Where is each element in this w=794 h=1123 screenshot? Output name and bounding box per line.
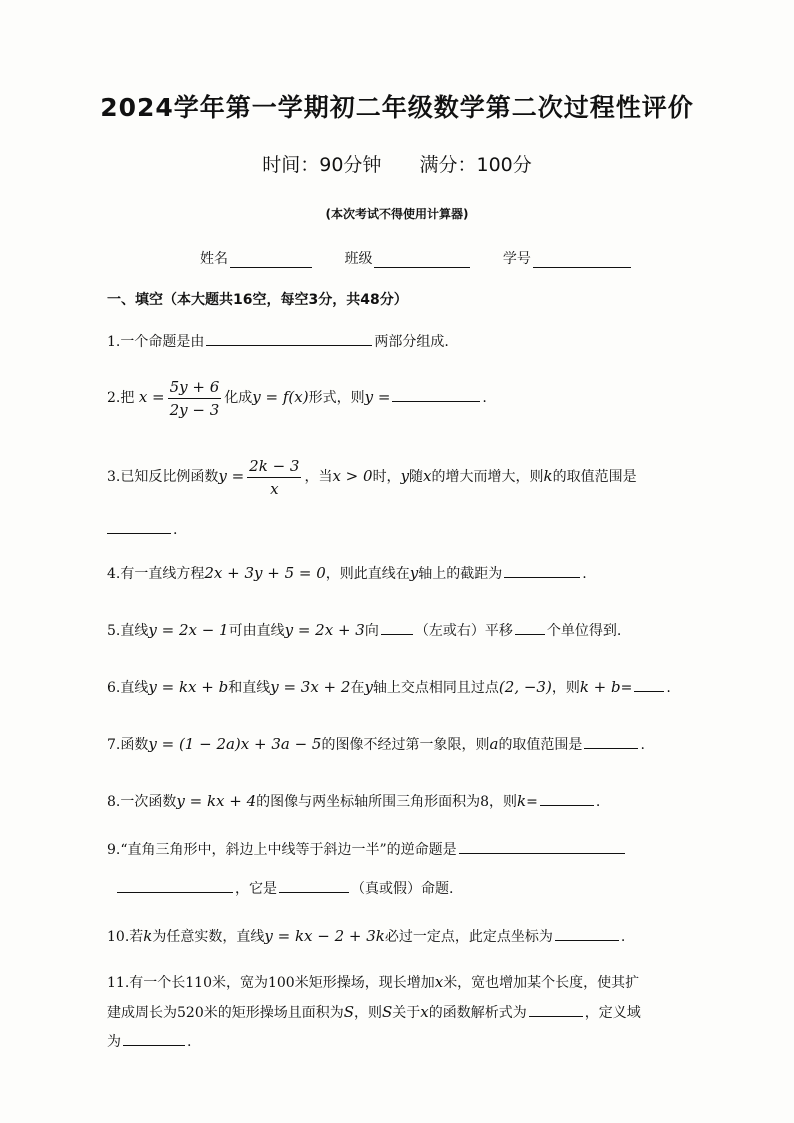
q7-function: y = (1 − 2a)x + 3a − 5	[148, 735, 322, 753]
id-blank[interactable]	[533, 253, 631, 268]
q2-text-mid: 化成	[224, 390, 253, 406]
q5-units-blank[interactable]	[515, 619, 545, 635]
q9-text-end: （真或假）命题.	[351, 881, 454, 897]
name-label: 姓名	[200, 251, 228, 267]
q6-equals: =	[620, 680, 633, 696]
q6-text-mid: 和直线	[228, 680, 271, 696]
q3-var-x: x	[423, 467, 432, 485]
q6-text: 6.直线	[107, 680, 149, 696]
q10-text: 10.若	[107, 929, 144, 945]
q5-text-end: 个单位得到.	[546, 623, 622, 639]
q2-y: y =	[364, 388, 391, 406]
q6-sum: k + b	[579, 678, 621, 696]
q8-var-k: k	[517, 792, 527, 810]
question-1	[107, 330, 449, 352]
question-6	[107, 676, 671, 698]
q2-fraction	[168, 376, 222, 421]
exam-subtitle	[0, 150, 794, 177]
q3-blank[interactable]	[107, 518, 171, 534]
q4-text-post: 轴上的截距为	[418, 566, 503, 582]
q3-text-mid3: 随	[409, 469, 424, 485]
q10-line: y = kx − 2 + 3k	[264, 927, 385, 945]
q6-point: (2, −3)	[498, 678, 552, 696]
q5-direction-blank[interactable]	[381, 619, 413, 635]
q11-text: 11.有一个长110米，宽为100米矩形操场，现长增加	[107, 975, 435, 991]
question-3	[107, 454, 637, 500]
q11-text-line3: 为	[107, 1034, 121, 1050]
q3-fraction	[247, 455, 301, 500]
question-7	[107, 733, 645, 755]
question-3-answer-line	[107, 518, 177, 540]
student-info	[200, 248, 659, 268]
q6-text-mid4: ，则	[551, 680, 580, 696]
q2-text-end: .	[482, 390, 487, 406]
question-11-line2	[107, 1001, 641, 1023]
q11-var-s-2: S	[382, 1003, 393, 1021]
q4-text: 4.有一直线方程	[107, 566, 205, 582]
q11-text-line2: 建成周长为520米的矩形操场且面积为	[107, 1005, 344, 1021]
q7-blank[interactable]	[584, 733, 638, 749]
section-heading: 一、填空（本大题共16空，每空3分，共48分）	[107, 292, 408, 308]
q11-text-line2-mid: ，则	[354, 1005, 383, 1021]
question-9	[107, 838, 627, 860]
q7-text-post: 的取值范围是	[498, 737, 583, 753]
q7-text-mid: 的图像不经过第一象限，则	[321, 737, 490, 753]
question-8	[107, 790, 600, 812]
q10-var-k: k	[143, 927, 153, 945]
id-label: 学号	[502, 251, 531, 267]
q7-period: .	[640, 737, 645, 753]
q5-text: 5.直线	[107, 623, 149, 639]
q4-equation: 2x + 3y + 5 = 0	[204, 564, 326, 582]
q11-var-x-2: x	[420, 1003, 429, 1021]
q11-text-line2-post: 的函数解析式为	[428, 1005, 527, 1021]
exam-time: 时间：90分钟	[262, 154, 382, 176]
q3-text-mid4: 的增大而增大，则	[431, 469, 544, 485]
q3-period: .	[173, 522, 178, 538]
q5-line2: y = 2x + 3	[284, 621, 365, 639]
q7-var-a: a	[489, 735, 499, 753]
q11-var-s: S	[343, 1003, 355, 1021]
q2-math: x =	[138, 388, 165, 406]
q9-converse-blank-2[interactable]	[117, 877, 233, 893]
question-5	[107, 619, 621, 641]
q3-text: 3.已知反比例函数	[107, 469, 219, 485]
question-2	[107, 375, 487, 421]
q1-text: 1.一个命题是由	[107, 334, 205, 350]
q6-line2: y = 3x + 2	[270, 678, 351, 696]
q9-truth-blank[interactable]	[279, 877, 349, 893]
q2-text-mid2: 形式，则	[308, 390, 365, 406]
q8-blank[interactable]	[540, 790, 594, 806]
q6-period: .	[666, 680, 671, 696]
name-blank[interactable]	[230, 253, 312, 268]
q5-text-mid: 可由直线	[228, 623, 285, 639]
q3-denominator: x	[270, 479, 279, 498]
q2-text: 2.把	[107, 390, 135, 406]
q3-math: y =	[218, 467, 245, 485]
q11-function-blank[interactable]	[529, 1001, 583, 1017]
q8-text: 8.一次函数	[107, 794, 177, 810]
q1-blank[interactable]	[206, 330, 372, 346]
question-11-line3	[107, 1030, 191, 1052]
q8-function: y = kx + 4	[176, 792, 257, 810]
q10-blank[interactable]	[555, 925, 619, 941]
q3-numerator: 2k − 3	[247, 455, 301, 478]
q4-text-mid: ，则此直线在	[325, 566, 410, 582]
q8-period: .	[595, 794, 601, 810]
q10-text-post: 必过一定点，此定点坐标为	[384, 929, 553, 945]
q6-line1: y = kx + b	[148, 678, 229, 696]
q4-var-y: y	[409, 564, 419, 582]
question-10	[107, 925, 625, 947]
q1-text-end: 两部分组成.	[374, 334, 449, 350]
q2-form: y = f(x)	[252, 388, 309, 406]
q11-text-line2-mid2: 关于	[392, 1005, 421, 1021]
q2-numerator: 5y + 6	[168, 376, 222, 399]
q9-text-mid: ，它是	[235, 881, 277, 897]
q11-period: .	[187, 1034, 192, 1050]
q3-condition: x > 0	[332, 467, 373, 485]
question-9-line2	[107, 877, 453, 899]
q11-text-line2-end: ，定义域	[584, 1005, 641, 1021]
q5-text-mid2: 向	[364, 623, 379, 639]
q3-text-mid: ，当	[304, 469, 333, 485]
q7-text: 7.函数	[107, 737, 149, 753]
exam-title: 2024学年第一学期初二年级数学第二次过程性评价	[100, 93, 694, 122]
class-label: 班级	[344, 251, 373, 267]
q3-text-mid2: 时，	[372, 469, 401, 485]
q6-var-y: y	[364, 678, 373, 696]
q9-text: 9.“直角三角形中，斜边上中线等于斜边一半”的逆命题是	[107, 842, 457, 858]
q4-period: .	[582, 566, 587, 582]
class-blank[interactable]	[374, 253, 470, 268]
q3-text-end: 的取值范围是	[552, 469, 637, 485]
q5-line1: y = 2x − 1	[148, 621, 229, 639]
q3-var-y: y	[400, 467, 410, 485]
q3-var-k: k	[543, 467, 553, 485]
question-11	[107, 972, 639, 993]
question-4	[107, 562, 587, 584]
q2-blank[interactable]	[392, 386, 480, 402]
q6-text-mid3: 轴上交点相同且过点	[372, 680, 499, 696]
q11-text-line1-end: 米，宽也增加某个长度，使其扩	[443, 975, 640, 991]
q8-equals: =	[526, 794, 538, 810]
q10-period: .	[620, 929, 626, 945]
q2-denominator: 2y − 3	[169, 400, 220, 419]
q11-domain-blank[interactable]	[123, 1030, 185, 1046]
q6-blank[interactable]	[634, 676, 664, 692]
q9-converse-blank[interactable]	[459, 838, 625, 854]
calculator-notice: (本次考试不得使用计算器)	[325, 207, 469, 221]
q11-var-x: x	[434, 973, 444, 991]
q4-blank[interactable]	[504, 562, 580, 578]
exam-score: 满分：100分	[419, 154, 532, 176]
q5-text-mid3: （左或右）平移	[414, 623, 513, 639]
q6-text-mid2: 在	[350, 680, 365, 696]
q10-text-mid: 为任意实数，直线	[152, 929, 265, 945]
q8-text-mid: 的图像与两坐标轴所围三角形面积为8，则	[256, 794, 518, 810]
